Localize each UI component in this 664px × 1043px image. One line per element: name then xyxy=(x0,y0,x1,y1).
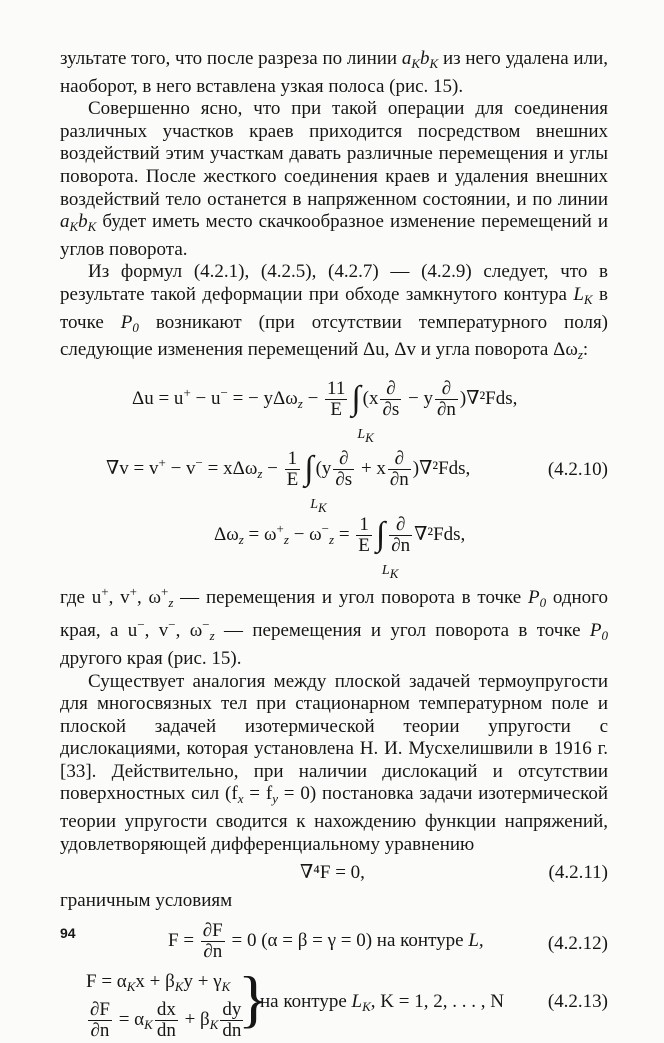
paragraph-2: Совершенно ясно, что при такой операции для соединения различных участков краев приходится посредством внешних воздействий этим участкам давать различные перемещения и углы поворота. После жесткого соединения краев и удаления внешних воздействий тело останется в напряженном состоянии, и по линии $a_Kb_K$ будет иметь место скачкообразное изменение перемещений и углов поворота. xyxy=(60,98,608,260)
equation-biharmonic: ∇⁴F = 0, (4.2.11) xyxy=(300,862,608,884)
equation-boundary-LK: $F = \alpha_Kx + \beta_Ky + \gamma_K$ $\frac{\partial F}{\partial n}$ = $\alpha_K$ $\frac{dx}{dn}$ + $\beta_K$ $\frac{dy}{dn}$ } на контуре $L_K$, K = 1, 2, . . . , N (4.2.13) xyxy=(86,962,608,1041)
equation-label: (4.2.12) xyxy=(547,932,608,954)
equation-delta-u: Δu = u+ − u− = − yΔω$_z$ − $\frac{11}{E}$ ∫ LK (x $\frac{\partial}{\partial s}$ − y $\frac{\partial}{\partial n}$ )∇²Fds, xyxy=(132,377,518,445)
right-brace-icon: } xyxy=(238,962,269,1034)
equation-nabla-v: ∇v = v+ − v− = xΔω$_z$ − $\frac{1}{E}$ ∫ LK (y $\frac{\partial}{\partial s}$ + x $\frac{\partial}{\partial n}$ )∇²Fds, (4.2.10) xyxy=(106,447,608,515)
page-content xyxy=(60,48,608,1043)
paragraph-4: где u+, v+, $\omega^+_z$ — перемещения и угол поворота в точке $P_0$ одного края, а u−, v−, $\omega^-_z$ — перемещения и угол поворота в точке $P_0$ другого края (рис. 15). xyxy=(60,583,609,669)
equation-label: (4.2.11) xyxy=(548,862,608,884)
paragraph-5: Существует аналогия между плоской задачей термоупругости для многосвязных тел при стационарном температурном поле и плоской задачей изотермической теории упругости с дислокациями, которая установлена Н. И. Мусхелишвили в 1916 г. [33]. Действительно, при наличии дислокаций и отсутствии поверхностных сил $(f_x = f_y = 0)$ постановка задачи изотермической теории упругости сводится к нахождению функции напряжений, удовлетворяющей дифференциальному уравнению xyxy=(60,670,609,855)
equation-delta-omega: $\Delta\omega_z = \omega^+_z - \omega^-_z$ = $\frac{1}{E}$ ∫ LK $\frac{\partial}{\partial n}$ ∇²Fds, xyxy=(214,513,466,581)
equation-label: (4.2.10) xyxy=(547,458,608,480)
equation-label: (4.2.13) xyxy=(547,990,608,1012)
equation-boundary-L: F = $\frac{\partial F}{\partial n}$ = 0 (α = β = γ = 0) на контуре L, (4.2.12) xyxy=(168,919,608,962)
paragraph-6: граничным условиям xyxy=(60,890,233,912)
page-number: 94 xyxy=(60,925,76,941)
paragraph-1: зультате того, что после разреза по линии $a_Kb_K$ из него удалена или, наоборот, в него вставлена узкая полоса (рис. 15). xyxy=(60,48,608,97)
paragraph-3: Из формул (4.2.1), (4.2.5), (4.2.7) — (4.2.9) следует, что в результате такой деформации при обходе замкнутого контура $L_K$ в точке $P_0$ возникают (при отсутствии температурного поля) следующие изменения перемещений Δu, Δv и угла поворота $\Delta\omega_z$: xyxy=(60,261,609,363)
